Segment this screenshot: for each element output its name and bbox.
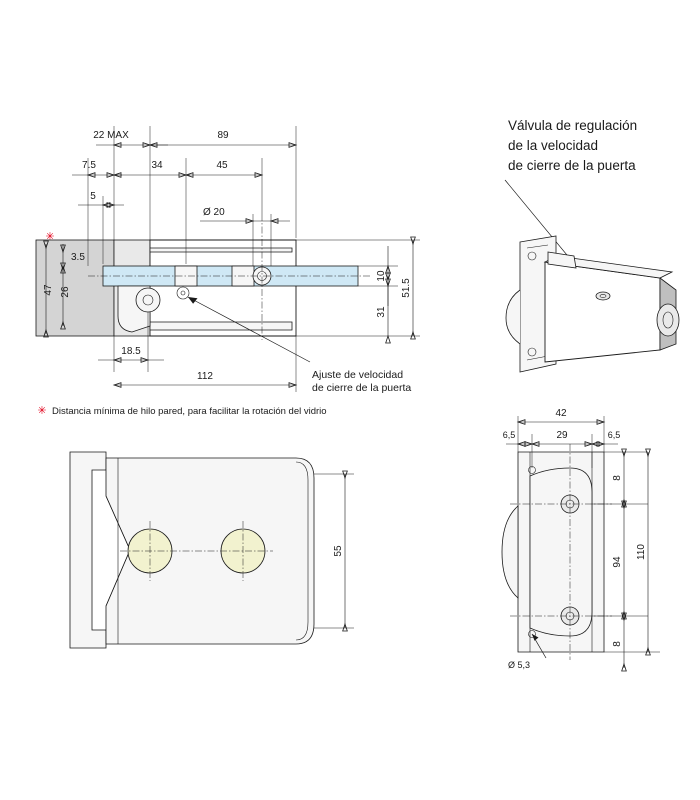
dim-55-label: 55 — [333, 545, 344, 557]
dim-31-label: 31 — [376, 306, 387, 318]
dim-26-label: 26 — [60, 286, 71, 298]
valve-screw — [596, 292, 610, 300]
dim-110-label: 110 — [636, 544, 647, 560]
dim-5-label: 5 — [90, 191, 96, 202]
dim-112-label: 112 — [197, 371, 213, 382]
dim-42-label: 42 — [555, 408, 567, 419]
view-plan-section — [36, 126, 420, 394]
footnote-text: Distancia mínima de hilo pared, para facilitar la rotación del vidrio — [52, 406, 327, 417]
dim-diam20-label: Ø 20 — [203, 207, 225, 218]
dim-515-label: 51.5 — [401, 278, 412, 298]
plate-body-shape — [530, 468, 592, 636]
footnote-marker: ✳ — [37, 405, 47, 417]
dim-22max-label: 22 MAX — [93, 130, 129, 141]
dim-35-label: 3.5 — [71, 252, 85, 263]
closer-body-bottom-plate — [150, 322, 292, 330]
valve-note-line3: de cierre de la puerta — [508, 158, 636, 173]
dim-89-label: 89 — [217, 130, 229, 141]
dim-10-label: 10 — [376, 270, 387, 282]
dim-34-label: 34 — [151, 160, 163, 171]
dim-8-bottom-label: 8 — [612, 641, 623, 647]
iso-spindle-boss — [657, 304, 679, 336]
iso-closer-body — [545, 262, 660, 362]
callout-speed-adjust-line1: Ajuste de velocidad — [312, 369, 404, 381]
closer-body-top-plate — [150, 248, 292, 252]
arrow-31-b — [386, 336, 391, 343]
valve-note-line1: Válvula de regulación — [508, 118, 638, 133]
dim-45-label: 45 — [216, 160, 228, 171]
dim-8-top-label: 8 — [612, 475, 623, 481]
view-plate — [502, 408, 660, 671]
dim-75-label: 7.5 — [82, 160, 96, 171]
dim-185-label: 18.5 — [121, 346, 141, 357]
footnote-block — [37, 405, 326, 417]
dim-65-left-label: 6,5 — [502, 430, 516, 440]
dim-29-label: 29 — [556, 430, 568, 441]
view-iso-valve — [505, 118, 679, 372]
dim-94-label: 94 — [612, 556, 623, 568]
valve-note-line2: de la velocidad — [508, 138, 599, 153]
callout-speed-adjust-line2: de cierre de la puerta — [312, 382, 412, 394]
view-front — [70, 452, 354, 648]
footnote-marker-left: ✳ — [45, 231, 55, 243]
dim-diam53-label: Ø 5,3 — [508, 660, 531, 670]
iso-back-curve — [506, 290, 520, 344]
plate-left-lug — [502, 506, 518, 598]
wall-bracket-profile — [70, 452, 106, 648]
arm-pivot-outer — [136, 288, 160, 312]
dim-47-label: 47 — [43, 284, 54, 296]
dim-65-right-label: 6,5 — [607, 430, 621, 440]
